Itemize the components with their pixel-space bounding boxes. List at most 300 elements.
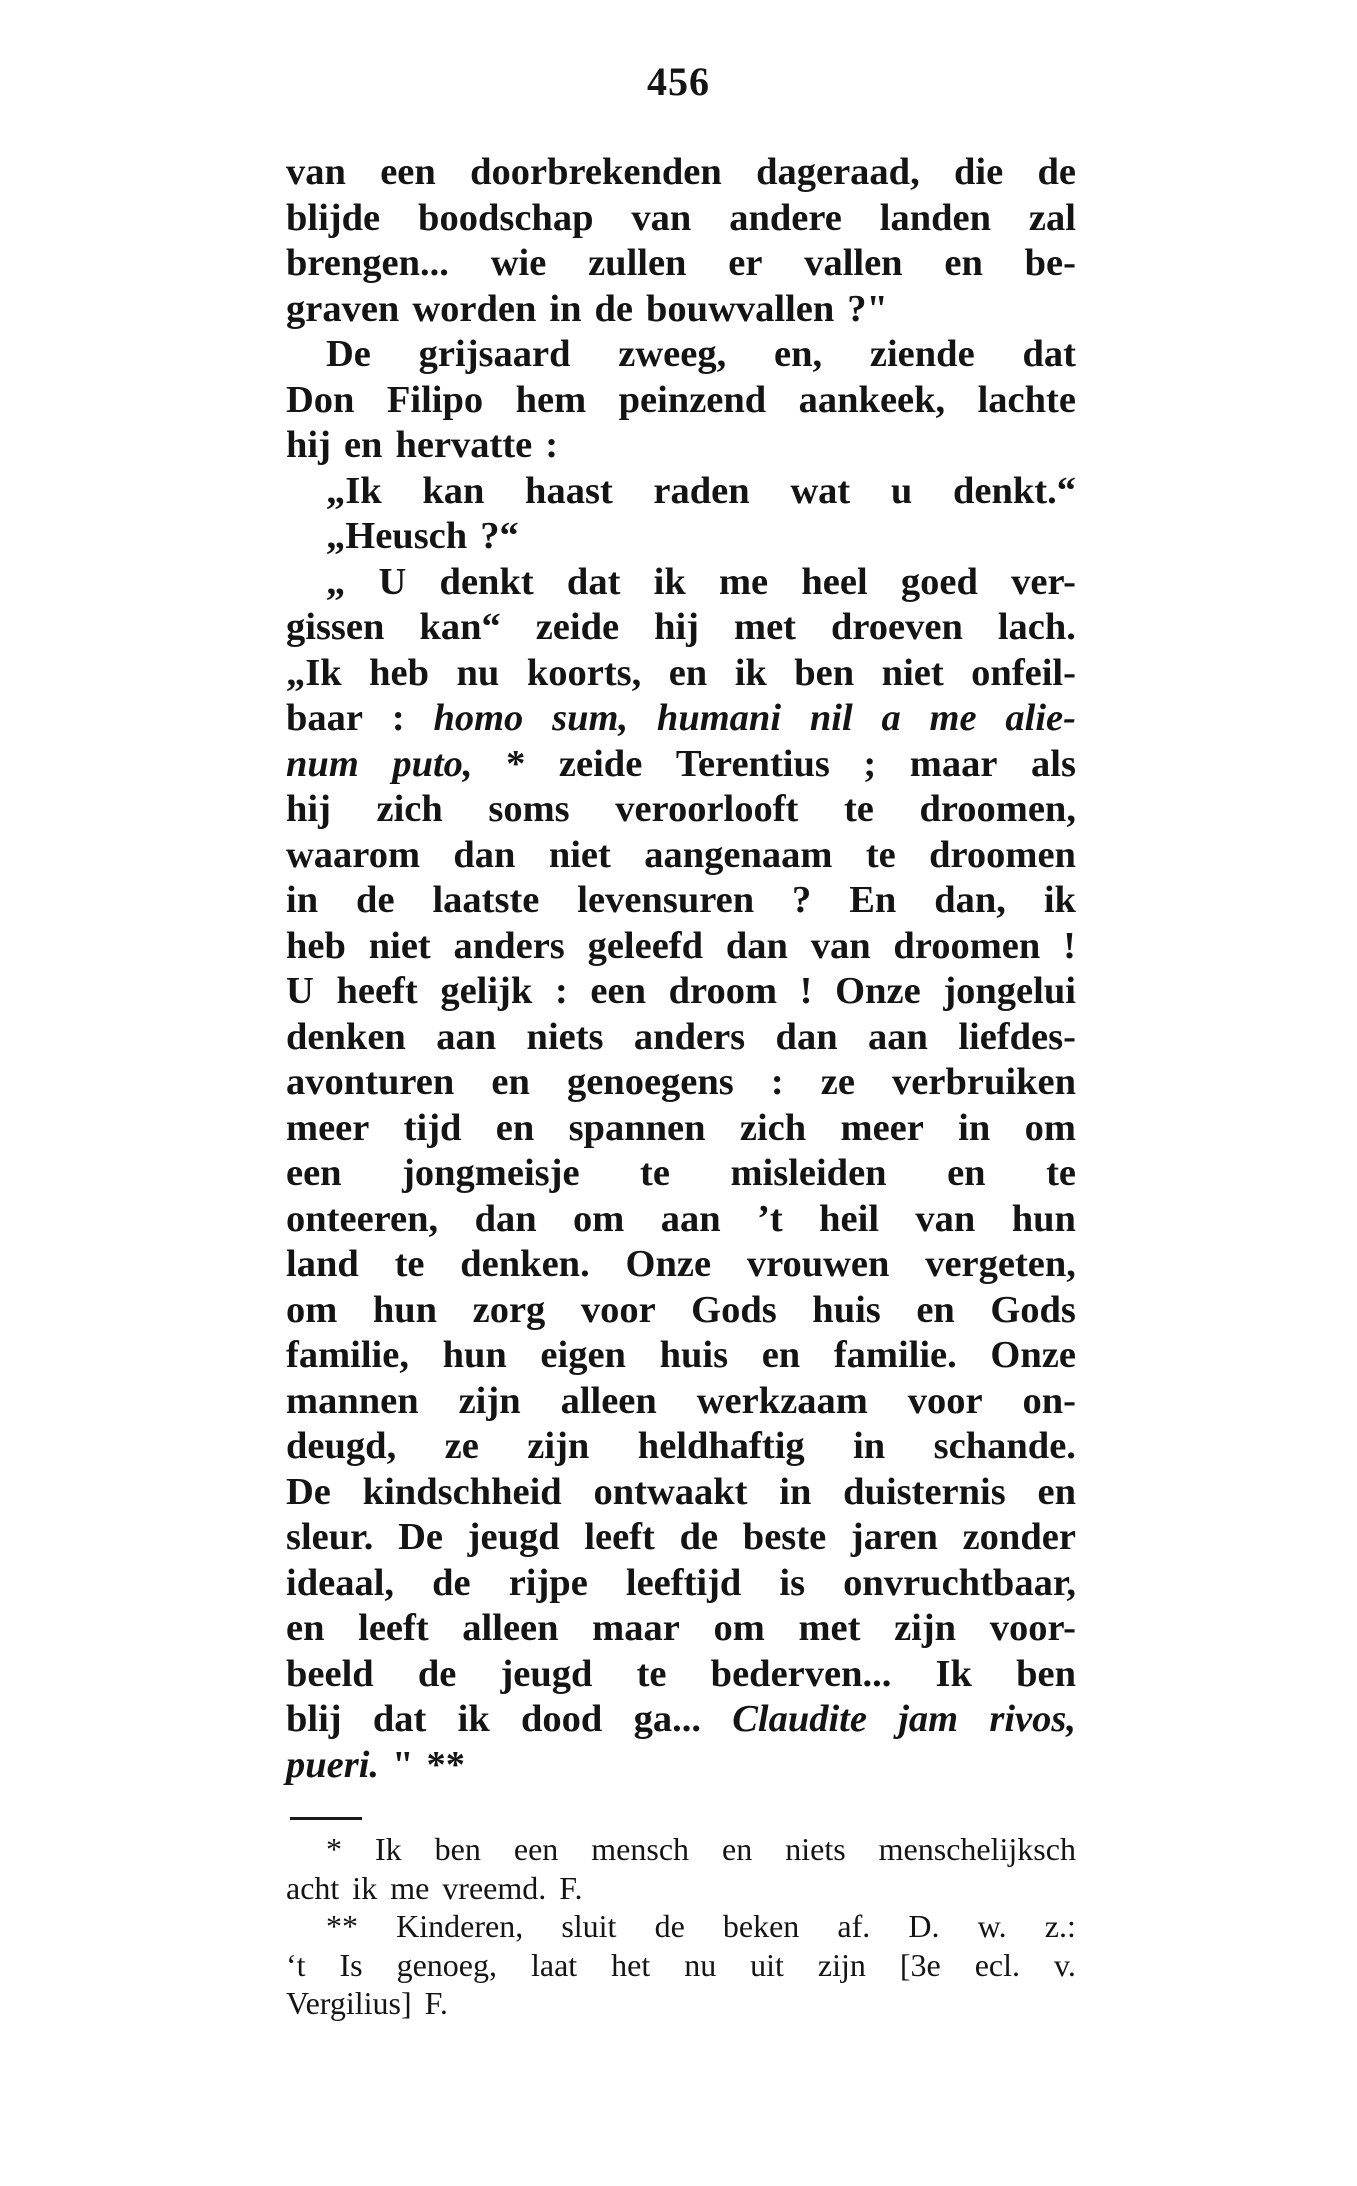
word: om	[1024, 1106, 1076, 1149]
word: „Ik	[326, 469, 382, 512]
word: me	[718, 560, 769, 603]
word: jongelui	[943, 970, 1076, 1012]
word: niet	[881, 651, 944, 694]
word: ’t	[757, 1197, 783, 1240]
word: "	[392, 1743, 414, 1786]
word: ze	[820, 1061, 855, 1103]
word: droomen,	[919, 788, 1076, 830]
word: !	[799, 970, 813, 1012]
word: liefdes-	[958, 1015, 1076, 1058]
word: heb	[286, 924, 346, 967]
text-line	[286, 332, 1076, 378]
word: Is	[339, 1946, 363, 1983]
word: ben	[794, 651, 855, 694]
word: niets	[526, 1015, 604, 1058]
word: meer	[286, 1106, 370, 1149]
word: zeide	[535, 606, 620, 648]
word: niet	[368, 924, 431, 967]
word: :	[391, 697, 405, 739]
word: En	[849, 879, 897, 921]
word: beste	[742, 1516, 827, 1558]
word: leeftijd	[625, 1561, 742, 1604]
word: pueri.	[286, 1743, 380, 1786]
word: te	[843, 788, 874, 830]
word: zorg	[472, 1288, 546, 1331]
word: Onze	[990, 1334, 1076, 1376]
word: zweeg,	[618, 333, 727, 375]
word: Claudite	[732, 1698, 867, 1740]
word: spannen	[568, 1106, 706, 1149]
word: zonder	[962, 1516, 1076, 1558]
word: raden	[653, 469, 750, 512]
word: er	[728, 242, 763, 284]
word: te	[1046, 1152, 1076, 1194]
word: *	[506, 742, 526, 785]
word: heb	[369, 651, 430, 694]
word: ben	[1016, 1652, 1076, 1695]
word: af.	[837, 1908, 871, 1944]
word: een	[380, 151, 436, 193]
word: dan	[453, 833, 516, 876]
word: en	[1037, 1470, 1076, 1513]
word: denkt.“	[952, 469, 1076, 512]
page-number: 456	[647, 59, 710, 104]
word: geleefd	[587, 924, 704, 967]
text-line	[286, 241, 1076, 287]
word: zal	[1028, 196, 1076, 239]
word: de	[356, 879, 395, 921]
word: avonturen	[286, 1061, 455, 1103]
word: heil	[819, 1197, 880, 1240]
word: be-	[1024, 242, 1076, 284]
word: acht	[286, 1869, 340, 1906]
word: en,	[774, 333, 823, 375]
word: zijn	[817, 1946, 866, 1983]
word: Ik	[375, 1831, 402, 1867]
word: dan	[775, 1015, 838, 1058]
word: z.:	[1044, 1908, 1076, 1944]
word: voor-	[989, 1607, 1076, 1649]
word: ?“	[480, 515, 519, 557]
text-line	[286, 1288, 1076, 1334]
word: ben	[434, 1831, 481, 1867]
word: aan	[436, 1015, 497, 1058]
word: bederven...	[710, 1652, 892, 1695]
word: een	[286, 1152, 342, 1194]
word: ?"	[847, 287, 888, 330]
word: D.	[908, 1908, 940, 1944]
word: kindschheid	[362, 1470, 562, 1513]
text-line	[286, 1333, 1076, 1379]
word: een	[513, 1831, 559, 1867]
text-line	[286, 969, 1076, 1015]
word: denkt	[439, 560, 534, 603]
footnotes	[286, 1830, 1076, 2023]
word: ecl.	[974, 1946, 1020, 1983]
word: Onze	[625, 1243, 712, 1285]
word: hervatte	[395, 424, 533, 466]
word: die	[953, 151, 1004, 193]
word: hem	[515, 378, 587, 421]
word: a	[881, 697, 901, 739]
text-line	[286, 150, 1076, 196]
word: andere	[729, 196, 842, 239]
text-line	[286, 878, 1076, 924]
text-line	[286, 696, 1076, 742]
word: Gods	[691, 1288, 777, 1331]
word: dan	[474, 1197, 537, 1240]
word: laatste	[432, 879, 540, 921]
word: zullen	[588, 242, 687, 284]
word: alleen	[560, 1379, 657, 1422]
text-line	[286, 1379, 1076, 1425]
text-line	[286, 287, 1076, 333]
word: en	[286, 1607, 325, 1649]
word: leeft	[358, 1607, 429, 1649]
word: dan,	[934, 879, 1006, 921]
word: misleiden	[730, 1152, 887, 1194]
text-line	[286, 469, 1076, 515]
word: de	[654, 1908, 685, 1944]
word: alie-	[1005, 697, 1076, 739]
word: ver-	[1011, 560, 1076, 603]
word: :	[545, 424, 559, 466]
word: waarom	[286, 833, 421, 876]
word: en	[944, 242, 983, 284]
word: :	[554, 970, 568, 1012]
word: U	[286, 970, 314, 1012]
word: dat	[372, 1698, 427, 1740]
word: „Ik	[286, 651, 342, 694]
word: dood	[520, 1698, 603, 1740]
word: niet	[548, 833, 611, 876]
word: wie	[490, 242, 547, 284]
word: te	[640, 1152, 670, 1194]
word: droeven	[830, 606, 963, 648]
word: brengen...	[286, 242, 449, 284]
footnote-rule	[290, 1817, 362, 1820]
word: dat	[566, 560, 621, 603]
word: hun	[1011, 1197, 1076, 1240]
word: gissen	[286, 606, 385, 648]
word: kan“	[419, 606, 501, 648]
text-line	[286, 1151, 1076, 1197]
word: !	[1063, 924, 1076, 967]
word: zijn	[458, 1379, 521, 1422]
text-line	[286, 1106, 1076, 1152]
word: hun	[442, 1334, 507, 1376]
word: schande.	[933, 1425, 1076, 1467]
word: en	[668, 651, 708, 694]
text-line	[286, 787, 1076, 833]
word: worden	[412, 287, 537, 330]
word: ‘t	[286, 1946, 306, 1983]
footnote-line	[286, 1946, 1076, 1985]
word: wat	[790, 469, 851, 512]
word: gelijk	[440, 970, 533, 1012]
word: De	[398, 1516, 443, 1558]
word: heldhaftig	[637, 1425, 805, 1467]
text-line	[286, 1470, 1076, 1516]
word: ik	[1043, 879, 1076, 921]
word: huis	[812, 1288, 881, 1331]
word: ?	[792, 879, 812, 921]
word: lach.	[997, 606, 1076, 648]
word: met	[734, 606, 796, 648]
word: aankeek,	[798, 378, 946, 421]
word: meer	[840, 1106, 924, 1149]
word: on-	[1022, 1379, 1076, 1422]
word: jeugd	[467, 1516, 560, 1558]
word: doorbrekenden	[470, 151, 722, 193]
word: haast	[525, 469, 613, 512]
word: w.	[977, 1908, 1007, 1944]
word: dageraad,	[756, 151, 920, 193]
word: in	[286, 879, 319, 921]
word: droomen	[893, 924, 1041, 967]
word: jam	[898, 1698, 959, 1740]
word: en	[761, 1334, 801, 1376]
footnote-line	[286, 1984, 1076, 2023]
word: zich	[376, 788, 443, 830]
word: is	[779, 1561, 806, 1604]
word: sum,	[552, 697, 629, 739]
text-line	[286, 924, 1076, 970]
word: De	[326, 333, 371, 375]
word: [3e	[899, 1946, 941, 1983]
word: sleur.	[286, 1516, 374, 1558]
text-line	[286, 1060, 1076, 1106]
word: jongmeisje	[402, 1152, 580, 1194]
word: **	[426, 1743, 465, 1786]
word: alleen	[462, 1607, 559, 1649]
word: en	[495, 1106, 535, 1149]
word: ik	[457, 1698, 490, 1740]
word: hij	[654, 606, 700, 648]
word: puto,	[392, 742, 473, 785]
word: en	[491, 1061, 530, 1103]
word: menschelijksch	[878, 1831, 1076, 1867]
text-line	[286, 1652, 1076, 1698]
word: ze	[444, 1425, 479, 1467]
text-line	[286, 423, 1076, 469]
text-line	[286, 378, 1076, 424]
word: werkzaam	[696, 1379, 868, 1422]
word: droomen	[929, 833, 1076, 876]
word: Ik	[935, 1652, 972, 1695]
word: familie.	[833, 1334, 957, 1376]
word: in	[853, 1425, 886, 1467]
word: levensuren	[577, 879, 755, 921]
word: met	[798, 1607, 861, 1649]
word: en	[947, 1152, 986, 1194]
word: tijd	[403, 1106, 462, 1149]
word: om	[713, 1607, 765, 1649]
word: vallen	[804, 242, 903, 284]
word: in	[958, 1106, 991, 1149]
word: denken.	[460, 1243, 590, 1285]
footnote-line	[286, 1869, 1076, 1908]
word: voor	[580, 1288, 656, 1331]
word: de	[417, 1652, 457, 1695]
word: grijsaard	[418, 333, 571, 375]
word: genoegens	[566, 1061, 734, 1103]
word: ik	[734, 651, 767, 694]
word: ga...	[633, 1698, 701, 1740]
word: Don	[286, 378, 355, 421]
text-line	[286, 1606, 1076, 1652]
word: humani	[656, 697, 782, 739]
word: laat	[530, 1946, 578, 1983]
word: als	[1031, 742, 1076, 785]
word: F.	[559, 1869, 583, 1906]
word: Filipo	[386, 378, 484, 421]
word: te	[636, 1652, 667, 1695]
word: ik	[653, 560, 686, 603]
text-line	[286, 1515, 1076, 1561]
word: goed	[900, 560, 978, 603]
word: eigen	[540, 1334, 626, 1376]
word: om	[573, 1197, 625, 1240]
word: de	[432, 1561, 471, 1604]
word: u	[890, 469, 913, 512]
footnote-line	[286, 1830, 1076, 1869]
word: de	[679, 1516, 719, 1558]
text-line	[286, 651, 1076, 697]
word: zich	[739, 1106, 807, 1149]
word: van	[915, 1197, 976, 1240]
word: *	[326, 1831, 342, 1867]
word: van	[286, 151, 346, 193]
word: lachte	[977, 378, 1076, 421]
word: Vergilius]	[286, 1985, 412, 2021]
word: ideaal,	[286, 1561, 395, 1604]
text-line	[286, 1015, 1076, 1061]
text-line	[286, 1697, 1076, 1743]
word: num	[286, 742, 359, 785]
text-line	[286, 1197, 1076, 1243]
word: de	[1037, 151, 1076, 193]
word: duisternis	[843, 1470, 1006, 1513]
word: jeugd	[500, 1652, 593, 1695]
word: baar	[286, 697, 363, 739]
word: vreemd.	[442, 1869, 547, 1906]
word: nu	[456, 651, 500, 694]
word: dat	[1022, 333, 1076, 375]
word: te	[394, 1243, 425, 1285]
text-line	[286, 1424, 1076, 1470]
word: U	[378, 560, 407, 603]
text-line	[286, 514, 1076, 560]
body-text	[286, 150, 1076, 1788]
word: onteeren,	[286, 1197, 439, 1240]
word: uit	[750, 1946, 784, 1983]
word: genoeg,	[396, 1946, 497, 1983]
word: me	[929, 697, 977, 739]
word: onvruchtbaar,	[843, 1561, 1076, 1604]
word: dan	[725, 924, 788, 967]
word: denken	[286, 1015, 406, 1058]
word: sluit	[561, 1908, 617, 1944]
text-line	[286, 1561, 1076, 1607]
word: de	[594, 287, 634, 330]
word: hij	[286, 788, 331, 830]
word: „Heusch	[326, 515, 468, 557]
word: droom	[668, 970, 778, 1012]
word: landen	[879, 196, 992, 239]
word: en	[722, 1831, 753, 1867]
word: in	[549, 287, 582, 330]
word: hij	[286, 424, 331, 466]
word: anders	[633, 1015, 746, 1058]
word: en	[916, 1288, 955, 1331]
word: te	[865, 833, 896, 876]
word: leeft	[584, 1516, 655, 1558]
word: „	[326, 560, 346, 603]
word: vrouwen	[746, 1243, 890, 1285]
word: een	[590, 970, 646, 1012]
word: heel	[801, 560, 868, 603]
word: Terentius	[675, 742, 830, 785]
word: v.	[1053, 1946, 1076, 1983]
word: zijn	[894, 1607, 957, 1649]
word: De	[286, 1470, 331, 1513]
word: graven	[286, 287, 400, 330]
word: verbruiken	[892, 1061, 1076, 1103]
word: peinzend	[618, 378, 767, 421]
word: ziende	[869, 333, 975, 375]
word: ik	[352, 1869, 378, 1906]
word: van	[810, 924, 871, 967]
word: familie,	[286, 1334, 409, 1376]
word: zeide	[558, 742, 643, 785]
word: huis	[659, 1334, 729, 1376]
word: ontwaakt	[593, 1470, 748, 1513]
word: mannen	[286, 1379, 419, 1422]
text-line	[286, 1743, 1076, 1789]
text-line	[286, 1242, 1076, 1288]
word: F.	[424, 1985, 448, 2021]
word: anders	[453, 924, 565, 967]
word: aan	[868, 1015, 928, 1058]
word: :	[770, 1061, 784, 1103]
word: rijpe	[508, 1561, 588, 1604]
word: Kinderen,	[396, 1908, 524, 1944]
word: maar	[909, 742, 998, 785]
word: nu	[684, 1946, 717, 1983]
word: koorts,	[526, 651, 642, 694]
word: land	[286, 1243, 359, 1285]
text-line	[286, 196, 1076, 242]
word: blij	[286, 1698, 342, 1740]
word: het	[611, 1946, 651, 1983]
word: mensch	[591, 1831, 690, 1867]
word: nil	[809, 697, 853, 739]
word: blijde	[286, 196, 381, 239]
text-line	[286, 560, 1076, 606]
text-line	[286, 833, 1076, 879]
word: aangenaam	[644, 833, 833, 876]
text-line	[286, 742, 1076, 788]
word: niets	[785, 1831, 846, 1867]
word: deugd,	[286, 1425, 397, 1467]
word: aan	[660, 1197, 721, 1240]
word: en	[343, 424, 383, 466]
word: hun	[372, 1288, 438, 1331]
word: bouwvallen	[646, 287, 835, 330]
word: **	[326, 1908, 358, 1944]
word: in	[779, 1470, 812, 1513]
